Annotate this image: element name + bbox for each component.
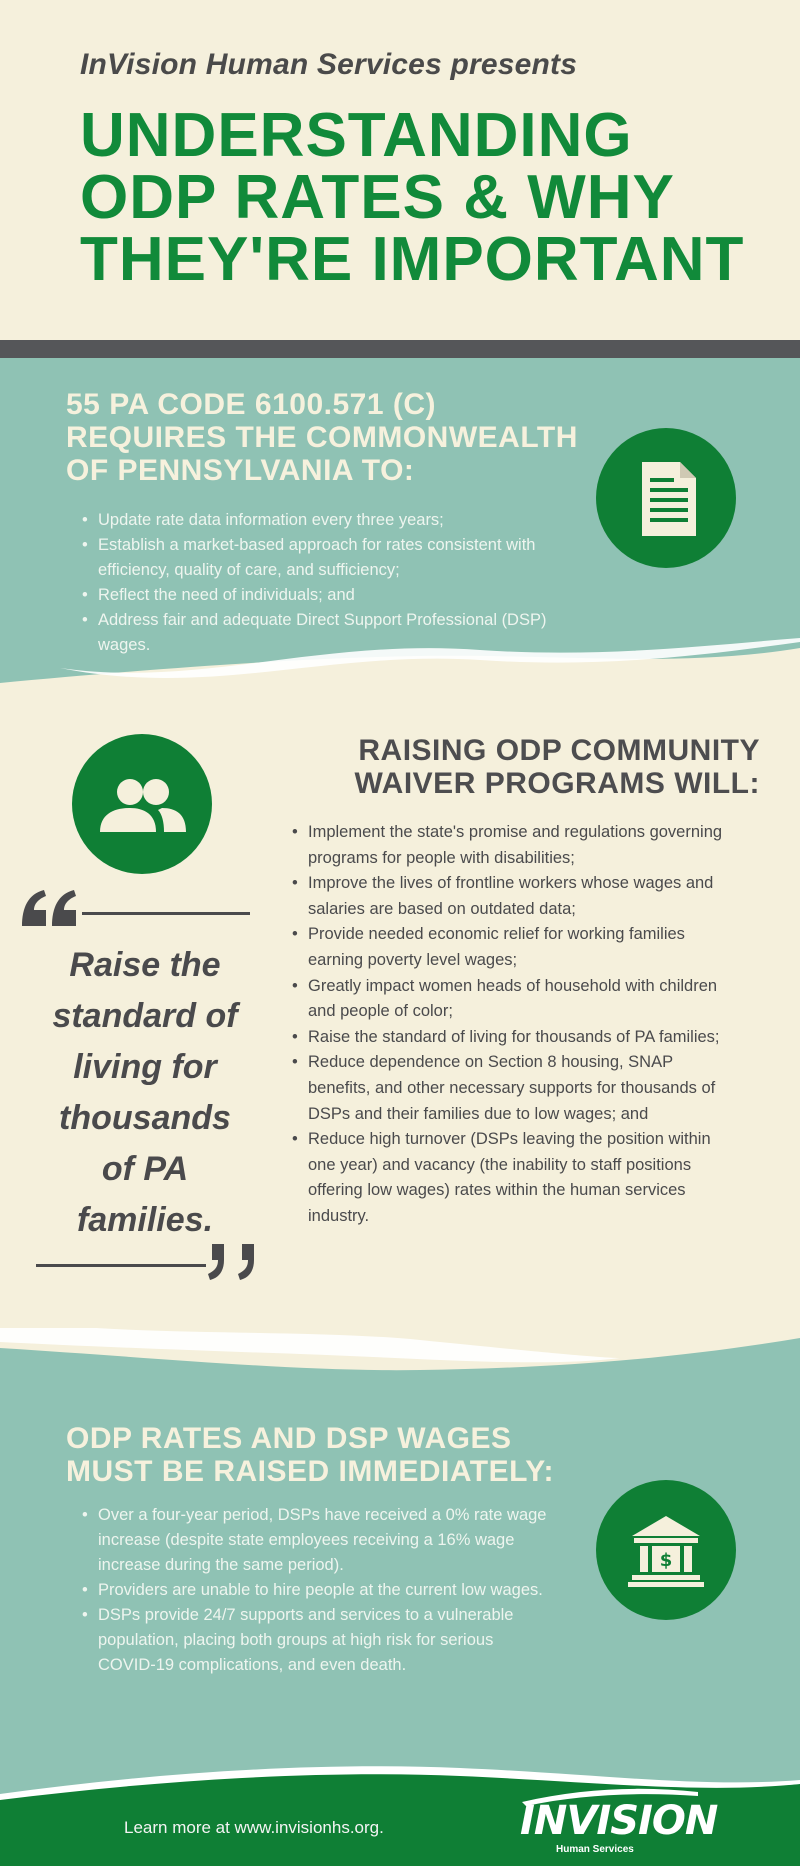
heading-line: WAIVER PROGRAMS WILL: bbox=[354, 767, 760, 800]
quote-line-text: families. bbox=[76, 1201, 214, 1239]
section-code-requirements bbox=[0, 358, 800, 698]
list-item: • Providers are unable to hire people at the current low wages. bbox=[80, 1578, 550, 1603]
pull-quote bbox=[20, 940, 270, 1246]
section-heading bbox=[66, 1422, 626, 1488]
svg-text:$: $ bbox=[659, 1550, 673, 1571]
title-line: THEY'RE IMPORTANT bbox=[80, 225, 745, 294]
list-item: • Address fair and adequate Direct Support Professional (DSP) wages. bbox=[80, 608, 570, 658]
list-item: • Reflect the need of individuals; and bbox=[80, 583, 570, 608]
list-item: • DSPs provide 24/7 supports and services to a vulnerable population, placing both groups at high risk for serious COVID-19 complications, and even death. bbox=[80, 1603, 550, 1678]
list-item: • Raise the standard of living for thousands of PA families; bbox=[290, 1025, 730, 1051]
header bbox=[0, 0, 800, 340]
quote-line-text: thousands bbox=[59, 1099, 231, 1137]
heading-line: 55 PA CODE 6100.571 (C) bbox=[66, 388, 436, 421]
quote-line-text: Raise the bbox=[69, 946, 221, 984]
heading-line: RAISING ODP COMMUNITY bbox=[358, 734, 760, 767]
people-icon bbox=[72, 734, 212, 874]
title-line: ODP RATES & WHY bbox=[80, 163, 675, 232]
logo-subtitle: Human Services bbox=[556, 1844, 634, 1855]
section-waiver-programs bbox=[0, 698, 800, 1328]
section-heading bbox=[300, 734, 760, 800]
list-item: • Implement the state's promise and regulations governing programs for people with disabilities; bbox=[290, 820, 730, 871]
list-item: • Update rate data information every three years; bbox=[80, 508, 570, 533]
list-item: • Greatly impact women heads of household with children and people of color; bbox=[290, 974, 730, 1025]
heading-line: ODP RATES AND DSP WAGES bbox=[66, 1422, 512, 1455]
wave-divider bbox=[0, 1328, 800, 1398]
list-item: • Reduce high turnover (DSPs leaving the position within one year) and vacancy (the inability to staff positions offering low wages) rates within the human services industry. bbox=[290, 1127, 730, 1229]
document-icon bbox=[596, 428, 736, 568]
heading-line: OF PENNSYLVANIA TO: bbox=[66, 454, 415, 487]
wave-divider bbox=[0, 628, 800, 698]
quote-rule bbox=[82, 912, 250, 915]
logo-wordmark: INVISION bbox=[520, 1798, 718, 1844]
quote-line-text: of PA bbox=[101, 1150, 189, 1188]
heading-line: MUST BE RAISED IMMEDIATELY: bbox=[66, 1455, 554, 1488]
close-quote-icon bbox=[208, 1242, 268, 1282]
list-item: • Over a four-year period, DSPs have received a 0% rate wage increase (despite state employees receiving a 16% wage increase during the same period). bbox=[80, 1503, 550, 1578]
main-title bbox=[80, 101, 760, 294]
wage-facts-list bbox=[80, 1503, 550, 1678]
invision-logo bbox=[520, 1786, 718, 1856]
title-line: UNDERSTANDING bbox=[80, 101, 633, 170]
bank-dollar-icon bbox=[596, 1480, 736, 1620]
section-heading bbox=[66, 388, 586, 487]
presenter-line: InVision Human Services presents bbox=[80, 48, 578, 81]
header-divider-bar bbox=[0, 340, 800, 358]
benefits-list bbox=[290, 820, 730, 1230]
quote-line-text: living for bbox=[73, 1048, 217, 1086]
learn-more-link[interactable]: Learn more at www.invisionhs.org. bbox=[124, 1818, 384, 1837]
quote-rule bbox=[36, 1264, 206, 1267]
quote-line-text: standard of bbox=[52, 997, 238, 1035]
list-item: • Establish a market-based approach for rates consistent with efficiency, quality of care, and sufficiency; bbox=[80, 533, 570, 583]
list-item: • Provide needed economic relief for working families earning poverty level wages; bbox=[290, 922, 730, 973]
heading-line: REQUIRES THE COMMONWEALTH bbox=[66, 421, 578, 454]
list-item: • Reduce dependence on Section 8 housing, SNAP benefits, and other necessary supports for thousands of DSPs and their families due to low wages; and bbox=[290, 1050, 730, 1127]
open-quote-icon bbox=[20, 888, 80, 928]
list-item: • Improve the lives of frontline workers whose wages and salaries are based on outdated data; bbox=[290, 871, 730, 922]
